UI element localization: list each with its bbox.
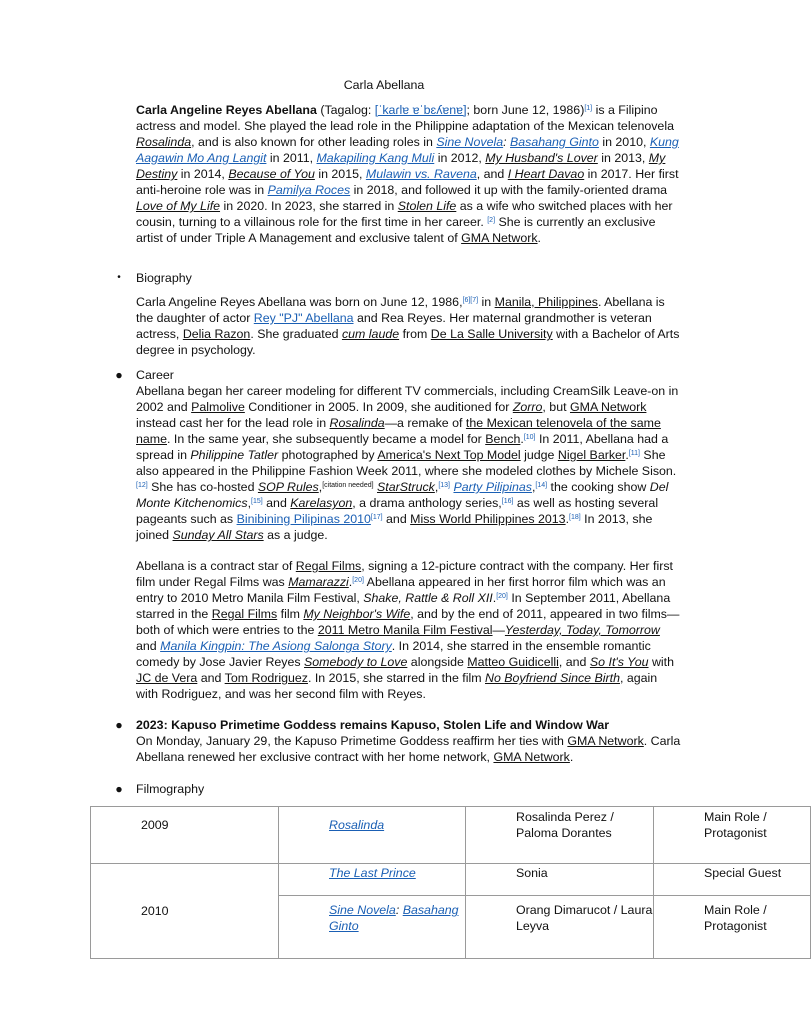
- bullet-icon: •: [117, 272, 121, 283]
- text: . In the same year, she subsequently became a model for: [167, 432, 486, 446]
- ref-link[interactable]: [14]: [535, 482, 548, 489]
- cum-laude-link[interactable]: cum laude: [341, 327, 400, 341]
- text: . Abellana is the daughter of actor: [136, 295, 665, 325]
- tom-rodriguez-link[interactable]: Tom Rodriguez: [224, 671, 308, 685]
- intro-paragraph: [136, 102, 681, 246]
- bullet-icon: ●: [115, 368, 123, 382]
- i-heart-davao-link[interactable]: I Heart Davao: [507, 167, 585, 181]
- text: ,: [247, 496, 252, 510]
- text: —a remake of: [384, 416, 466, 430]
- rey-pj-link[interactable]: Rey "PJ" Abellana: [253, 311, 354, 325]
- mmff-2011-link[interactable]: 2011 Metro Manila Film Festival: [317, 623, 493, 637]
- subject-name: Carla Angeline Reyes Abellana: [136, 103, 317, 117]
- palmolive-link[interactable]: Palmolive: [191, 400, 245, 414]
- citation-needed[interactable]: [citation needed]: [322, 482, 374, 489]
- binibining-link[interactable]: Binibining Pilipinas 2010: [236, 512, 371, 526]
- text: .: [625, 448, 629, 462]
- text: . She graduated: [250, 327, 342, 341]
- text: with: [648, 655, 675, 669]
- ref-link[interactable]: [16]: [501, 498, 514, 505]
- role-cell: Sonia: [466, 864, 654, 896]
- section-2023-paragraph: [136, 733, 681, 765]
- shake-rattle-roll: Shake, Rattle & Roll XII: [363, 591, 493, 605]
- yesterday-link[interactable]: Yesterday, Today, Tomorrow: [504, 623, 660, 637]
- text: with a Bachelor of Arts degree in psychology.: [136, 327, 680, 357]
- title-link[interactable]: [329, 903, 396, 917]
- text: in 2011,: [266, 151, 317, 165]
- sop-rules-link[interactable]: SOP Rules: [257, 480, 319, 494]
- year-cell: 2010: [91, 864, 279, 959]
- text: , and is also known for other leading roles in: [191, 135, 437, 149]
- title-link[interactable]: [329, 818, 384, 832]
- text: , signing a 12-picture contract with the company. Her first film under Regal Films was: [136, 559, 673, 589]
- somebody-to-love-link[interactable]: Somebody to Love: [304, 655, 408, 669]
- antm-link[interactable]: America's Next Top Model: [377, 448, 521, 462]
- manila-kingpin-link[interactable]: [160, 639, 392, 653]
- note-cell: Main Role / Protagonist: [654, 896, 811, 959]
- text: in 2017. Her first anti-heroine role was in: [136, 167, 679, 197]
- ref-link[interactable]: [13]: [438, 482, 450, 489]
- neighbors-wife-link[interactable]: My Neighbor's Wife: [303, 607, 411, 621]
- text: and: [197, 671, 225, 685]
- ref-link[interactable]: [6][7]: [462, 297, 479, 304]
- text: :: [503, 135, 511, 149]
- ref-link[interactable]: [1]: [584, 105, 593, 112]
- ipa-link[interactable]: [ˈkaɾlɐ ɐˈbɛʎɐnɐ]: [374, 103, 467, 117]
- miss-world-link[interactable]: Miss World Philippines 2013: [410, 512, 566, 526]
- ref-link[interactable]: [20]: [496, 593, 508, 600]
- text: .: [520, 432, 524, 446]
- text: Manila Kingpin: The Asiong Salonga Story: [160, 639, 392, 653]
- text: as well as hosting several pageants such as: [136, 496, 659, 526]
- text: (Tagalog:: [316, 103, 375, 117]
- dlsu-link[interactable]: De La Salle University: [430, 327, 553, 341]
- text: . Carla Abellana renewed her exclusive contract with her home network,: [136, 734, 681, 764]
- text: film: [277, 607, 304, 621]
- text: , a drama anthology series,: [352, 496, 502, 510]
- zorro-link[interactable]: Zorro: [512, 400, 543, 414]
- filmography-heading: Filmography: [136, 782, 205, 796]
- sine-novela-link[interactable]: [436, 135, 503, 149]
- rosalinda-link[interactable]: Rosalinda: [329, 416, 385, 430]
- note-cell: Main Role / Protagonist: [654, 807, 811, 864]
- text: —: [492, 623, 505, 637]
- ref-link[interactable]: [10]: [523, 434, 536, 441]
- text: ; born June 12, 1986): [466, 103, 585, 117]
- text: She has co-hosted: [147, 480, 258, 494]
- contract-paragraph: [136, 558, 681, 702]
- text: is a Filipino actress and model. She played the lead role in the Philippine adaptation of the Mexican telenovela: [136, 103, 674, 133]
- text: , and: [558, 655, 590, 669]
- love-of-my-life-link[interactable]: Love of My Life: [136, 199, 221, 213]
- text: in 2010,: [598, 135, 650, 149]
- text: in 2013,: [597, 151, 649, 165]
- ref-link[interactable]: [12]: [136, 482, 148, 489]
- sunday-all-stars-link[interactable]: Sunday All Stars: [172, 528, 264, 542]
- text: .: [492, 591, 497, 605]
- nigel-barker-link[interactable]: Nigel Barker: [557, 448, 626, 462]
- role-cell: Rosalinda Perez / Paloma Dorantes: [466, 807, 654, 864]
- career-paragraph: [136, 383, 681, 543]
- section-2023-heading: 2023: Kapuso Primetime Goddess remains Kapuso, Stolen Life and Window War: [136, 718, 610, 732]
- delia-razon-link[interactable]: Delia Razon: [182, 327, 251, 341]
- text: Kung Aagawin Mo Ang Langit: [136, 135, 679, 165]
- gma-network-link[interactable]: GMA Network: [569, 400, 647, 414]
- biography-paragraph: [136, 294, 681, 358]
- table-row: [91, 807, 811, 864]
- biography-heading: Biography: [136, 271, 192, 285]
- text: . In 2014, she starred in the ensemble romantic comedy by Jose Javier Reyes: [136, 639, 651, 669]
- manila-link[interactable]: Manila, Philippines: [494, 295, 598, 309]
- ref-link[interactable]: [11]: [628, 450, 640, 457]
- title-cell: [279, 807, 466, 864]
- title-link[interactable]: [329, 866, 416, 880]
- text: and Rea Reyes. Her maternal grandmother is veteran actress,: [136, 311, 652, 341]
- makapiling-link[interactable]: [316, 151, 434, 165]
- starstruck-link[interactable]: StarStruck: [377, 480, 435, 494]
- del-monte-show: Del Monte Kitchenomics: [136, 480, 669, 510]
- karelasyon-link[interactable]: Karelasyon: [290, 496, 353, 510]
- text: .: [569, 750, 574, 764]
- text: Sine Novela: [436, 135, 504, 149]
- text: photographed by: [278, 448, 378, 462]
- text: , and by the end of 2011, appeared in two films—both of which were entries to the: [136, 607, 680, 637]
- text: Rosalinda: [329, 818, 385, 832]
- text: in 2012,: [434, 151, 486, 165]
- biography-heading-row: [117, 270, 681, 286]
- text: in 2018, and followed it up with the family-oriented drama: [350, 183, 668, 197]
- table-row: [91, 864, 811, 896]
- rosalinda-link[interactable]: Rosalinda: [136, 135, 192, 149]
- text: .: [537, 231, 541, 245]
- jc-de-vera-link[interactable]: JC de Vera: [136, 671, 198, 685]
- title-cell: [279, 864, 466, 896]
- gma-network-link[interactable]: GMA Network: [461, 231, 538, 245]
- bullet-icon: ●: [115, 718, 123, 732]
- role-cell: Orang Dimarucot / Laura Leyva: [466, 896, 654, 959]
- text: , but: [542, 400, 570, 414]
- text: Mulawin vs. Ravena: [365, 167, 477, 181]
- no-boyfriend-link[interactable]: No Boyfriend Since Birth: [485, 671, 620, 685]
- party-pilipinas-link[interactable]: [453, 480, 532, 494]
- text: On Monday, January 29, the Kapuso Primetime Goddess reaffirm her ties with: [136, 734, 568, 748]
- ref-link[interactable]: [18]: [569, 514, 581, 521]
- text: .: [348, 575, 353, 589]
- my-destiny-link[interactable]: My Destiny: [136, 151, 666, 181]
- text: alongside: [407, 655, 468, 669]
- text: In 2013, she joined: [136, 512, 653, 542]
- text: and: [262, 496, 291, 510]
- text: , and: [476, 167, 508, 181]
- text: Makapiling Kang Muli: [316, 151, 435, 165]
- text: from: [399, 327, 431, 341]
- page-title: Carla Abellana: [343, 78, 425, 92]
- mamarazzi-link[interactable]: Mamarazzi: [288, 575, 349, 589]
- text: :: [395, 903, 403, 917]
- stolen-life-link[interactable]: Stolen Life: [397, 199, 457, 213]
- mulawin-link[interactable]: [366, 167, 477, 181]
- text: ,: [434, 480, 439, 494]
- text: Party Pilipinas: [453, 480, 532, 494]
- text: In September 2011, Abellana starred in the: [136, 591, 671, 621]
- bullet-icon: ●: [115, 782, 123, 796]
- text: judge: [520, 448, 558, 462]
- text: .: [565, 512, 570, 526]
- text: instead cast her for the lead role in: [136, 416, 330, 430]
- gma-network-link[interactable]: GMA Network: [493, 750, 570, 764]
- because-of-you-link[interactable]: Because of You: [228, 167, 315, 181]
- text: Carla Angeline Reyes Abellana was born on June 12, 1986,: [136, 295, 463, 309]
- text: She also appeared in the Philippine Fashion Week 2011, where she modeled clothes by Michele Sison.: [136, 448, 677, 478]
- text: In 2011, Abellana had a spread in: [136, 432, 669, 462]
- text: , again with Rodriguez, and was her second film with Reyes.: [136, 671, 658, 701]
- text: Abellana began her career modeling for different TV commercials, including CreamSilk Leave-on in 2002 and: [136, 384, 679, 414]
- text: and: [382, 512, 411, 526]
- text: . In 2015, she starred in the film: [307, 671, 485, 685]
- text: in 2015,: [314, 167, 366, 181]
- so-its-you-link[interactable]: So It's You: [589, 655, 649, 669]
- text: in: [478, 295, 495, 309]
- ref-link[interactable]: [20]: [352, 577, 364, 584]
- text: Sine Novela: [329, 903, 396, 917]
- filmography-heading-row: [115, 781, 681, 797]
- ref-link[interactable]: [2]: [487, 217, 496, 224]
- filmography-table: [90, 806, 811, 959]
- bench-link[interactable]: Bench: [485, 432, 521, 446]
- mexican-telenovela-link[interactable]: the Mexican telenovela of the same name: [136, 416, 661, 446]
- title-cell: [279, 896, 466, 959]
- text: Basahang Ginto: [510, 135, 599, 149]
- text: ,: [318, 480, 323, 494]
- text: in 2014,: [177, 167, 229, 181]
- career-heading: Career: [136, 368, 174, 382]
- pamilya-roces-link[interactable]: [268, 183, 351, 197]
- text: Abellana appeared in her first horror film which was an entry to 2010 Metro Manila Film Festival,: [136, 575, 666, 605]
- text: in 2020. In 2023, she starred in: [220, 199, 398, 213]
- note-cell: Special Guest: [654, 864, 811, 896]
- career-heading-row: [115, 367, 681, 383]
- regal-films-link[interactable]: Regal Films: [211, 607, 278, 621]
- year-cell: 2009: [91, 807, 279, 864]
- text: as a wife who switched places with her cousin, turning to a villainous role for the first time in her career.: [136, 199, 673, 229]
- philippine-tatler: Philippine Tatler: [190, 448, 279, 462]
- text: Abellana is a contract star of: [136, 559, 296, 573]
- text: as a judge.: [263, 528, 328, 542]
- text: ,: [531, 480, 536, 494]
- matteo-link[interactable]: Matteo Guidicelli: [467, 655, 559, 669]
- ref-link[interactable]: [17]: [370, 514, 383, 521]
- gma-network-link[interactable]: GMA Network: [567, 734, 644, 748]
- section-2023-heading-row: [115, 717, 681, 733]
- text: Basahang Ginto: [329, 903, 459, 933]
- text: The Last Prince: [329, 866, 416, 880]
- text: Pamilya Roces: [267, 183, 351, 197]
- husbands-lover-link[interactable]: My Husband's Lover: [485, 151, 598, 165]
- ref-link[interactable]: [15]: [251, 498, 263, 505]
- basahang-ginto-link[interactable]: [510, 135, 599, 149]
- text: Conditioner in 2005. In 2009, she auditioned for: [244, 400, 513, 414]
- text: and: [136, 639, 161, 653]
- regal-films-link[interactable]: Regal Films: [295, 559, 362, 573]
- text: She is currently an exclusive artist of under Triple A Management and exclusive talent of: [136, 215, 656, 245]
- text: the cooking show: [547, 480, 650, 494]
